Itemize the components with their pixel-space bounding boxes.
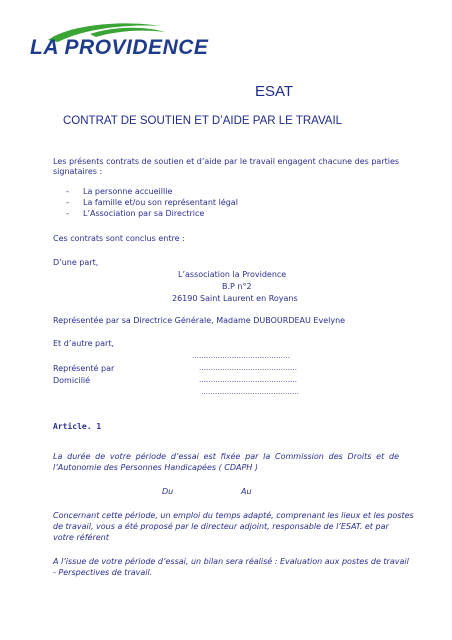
bullet-dash: -: [66, 187, 69, 196]
article-p2-line-2: de travail, vous a été proposé par le directeur adjoint, responsable de l’ESAT. et par: [53, 522, 389, 531]
address-line-1: L’association la Providence: [178, 270, 287, 279]
dotted-field: ……………………………………: [199, 376, 297, 384]
dotted-field: ……………………………………: [192, 352, 290, 360]
logo: [30, 18, 209, 66]
du-label: Du: [162, 487, 174, 496]
address-line-3: 26190 Saint Laurent en Royans: [172, 294, 298, 303]
article-p2-line-1: Concernant cette période, un emploi du temps adapté, comprenant les lieux et les postes: [53, 511, 414, 520]
autre-part-line: Et d’autre part,: [53, 339, 114, 348]
article-p2-line-3: votre référent: [53, 533, 109, 542]
address-line-2: B.P n°2: [222, 282, 252, 291]
represented-line: Représentée par sa Directrice Générale, Madame DUBOURDEAU Evelyne: [53, 316, 346, 325]
bullet-item: L’Association par sa Directrice: [83, 209, 205, 218]
bullet-dash: -: [66, 209, 69, 218]
domicile-label: Domicilié: [53, 376, 91, 385]
bullet-dash: -: [66, 198, 69, 207]
intro-line-1: Les présents contrats de soutien et d’aide par le travail engagent chacune des parties: [53, 157, 400, 166]
au-label: Au: [241, 487, 252, 496]
represente-label: Représenté par: [53, 364, 115, 373]
article-title: Article. 1: [53, 422, 102, 431]
article-p1-line-1: La durée de votre période d’essai est fixée par la Commission des Droits et de: [53, 452, 399, 461]
article-p3-line-2: - Perspectives de travail.: [53, 568, 153, 577]
article-p3-line-1: A l’issue de votre période d’essai, un bilan sera réalisé : Evaluation aux postes de travail: [53, 557, 409, 566]
dotted-field: ……………………………………: [199, 364, 297, 372]
bullet-item: La famille et/ou son représentant légal: [83, 198, 238, 207]
conclus-line: Ces contrats sont conclus entre :: [53, 234, 185, 243]
article-p1-line-2: l’Autonomie des Personnes Handicapées ( CDAPH ): [53, 463, 258, 472]
intro-line-2: signataires :: [53, 167, 103, 176]
une-part-line: D’une part,: [53, 258, 99, 267]
logo-text: LA PROVIDENCE: [30, 36, 209, 59]
dotted-field: ……………………………………: [201, 388, 299, 396]
page-title: ESAT: [255, 83, 294, 100]
bullet-item: La personne accueillie: [83, 187, 173, 196]
page-subtitle: CONTRAT DE SOUTIEN ET D’AIDE PAR LE TRAVAIL: [63, 115, 343, 127]
